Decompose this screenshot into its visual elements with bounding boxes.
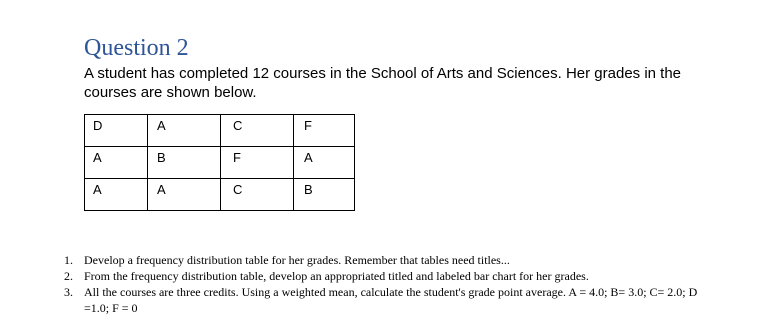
grade-cell: B: [148, 147, 221, 179]
task-item: [64, 268, 724, 284]
grade-cell: C: [221, 179, 294, 211]
task-item: [64, 252, 724, 268]
question-title: Question 2: [84, 35, 189, 61]
table-row: [85, 115, 355, 147]
grades-table: [84, 114, 355, 211]
task-text: Develop a frequency distribution table for her grades. Remember that tables need titles...: [84, 253, 510, 267]
task-text: All the courses are three credits. Using a weighted mean, calculate the student's grade point average. A = 4.0; B= 3.0; C= 2.0; D =1.0; F = 0: [84, 285, 698, 315]
grade-cell: C: [221, 115, 294, 147]
table-row: [85, 147, 355, 179]
task-number: 3.: [64, 285, 73, 299]
grade-cell: B: [294, 179, 355, 211]
grade-cell: A: [85, 147, 148, 179]
grade-cell: F: [221, 147, 294, 179]
grade-cell: A: [148, 179, 221, 211]
grade-cell: A: [148, 115, 221, 147]
grade-cell: A: [85, 179, 148, 211]
grade-cell: A: [294, 147, 355, 179]
task-item: [64, 284, 724, 316]
question-intro: A student has completed 12 courses in the School of Arts and Sciences. Her grades in the courses are shown below.: [84, 65, 682, 101]
task-text: From the frequency distribution table, develop an appropriated titled and labeled bar chart for her grades.: [84, 269, 589, 283]
grade-cell: D: [85, 115, 148, 147]
grade-cell: F: [294, 115, 355, 147]
task-number: 2.: [64, 269, 73, 283]
table-row: [85, 179, 355, 211]
task-number: 1.: [64, 253, 73, 267]
task-list: [64, 252, 724, 316]
